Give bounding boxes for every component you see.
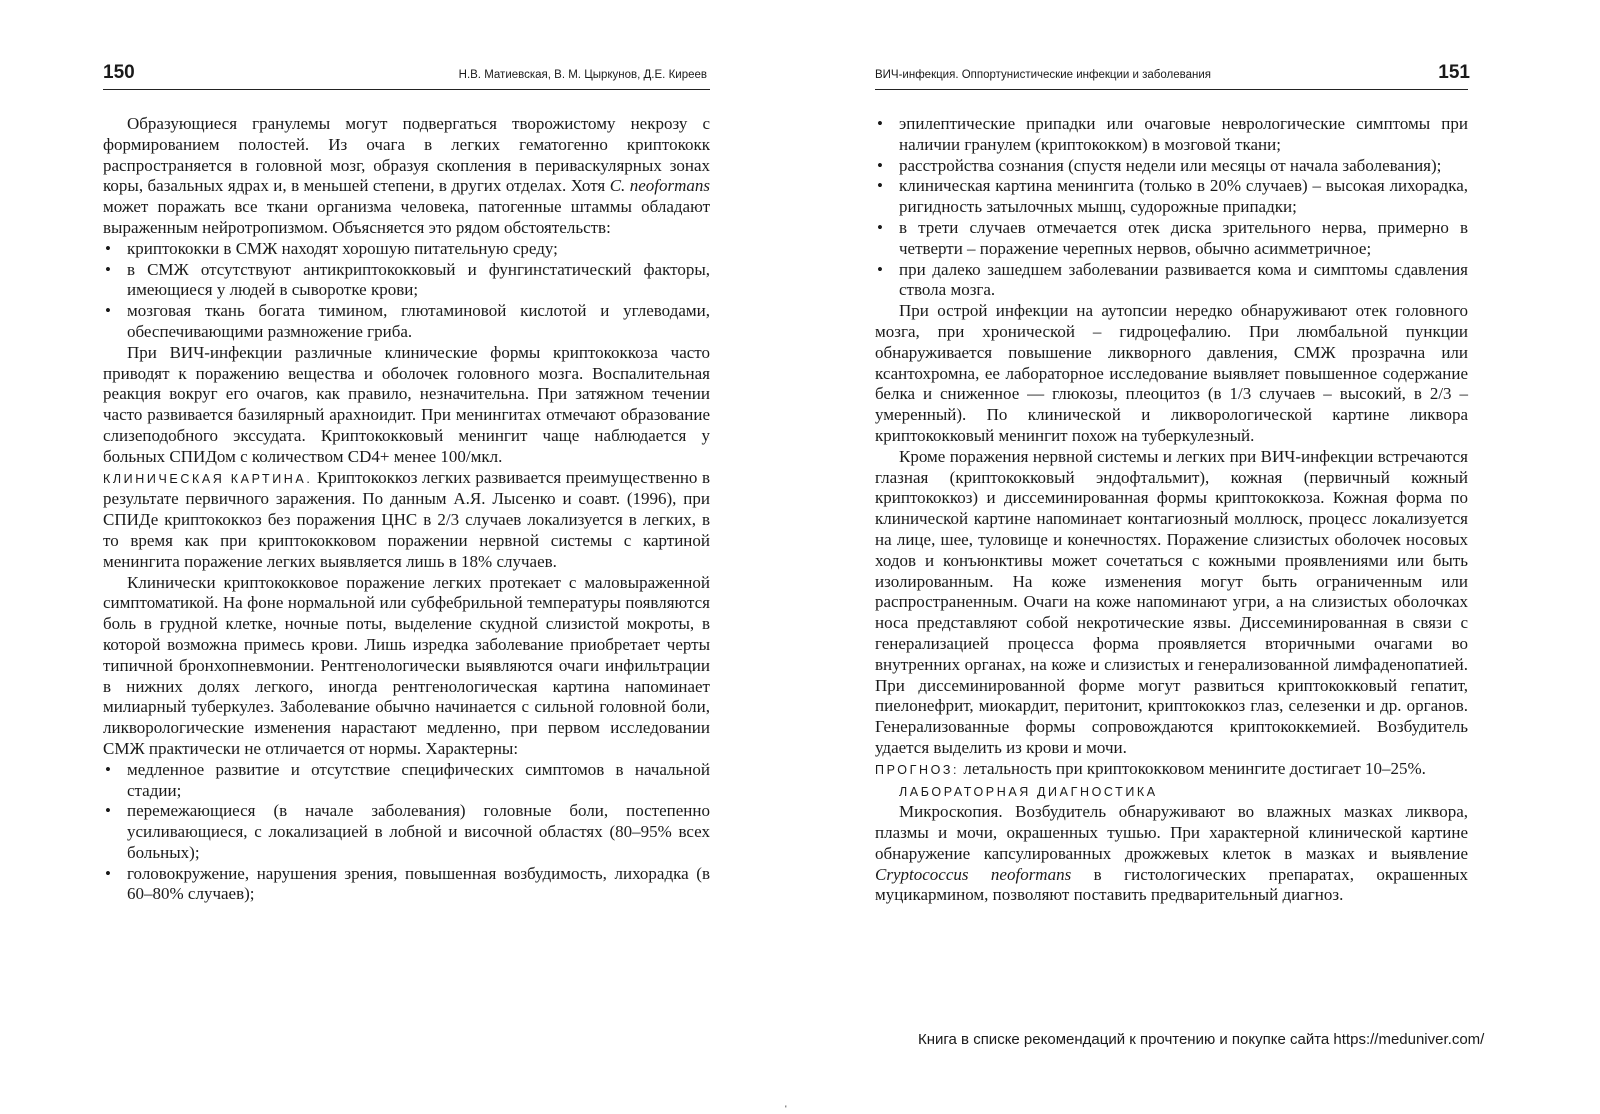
- paragraph: При ВИЧ-инфекции различные клинические формы криптококкоза часто приводят к поражению вещества и оболочек головного мозга. Воспалительная реакция вокруг его очагов, как правило, незначительна. При затяжном течении часто развивается базилярный арахноидит. При менингитах отмечают образование слизеподобного экссудата. Криптококковый менингит чаще наблюдается у больных СПИДом с количеством CD4+ менее 100/мкл.: [103, 342, 710, 466]
- list-item: • головокружение, нарушения зрения, повышенная возбудимость, лихорадка (в 60–80% случаев);: [105, 863, 710, 904]
- footer-note: Книга в списке рекомендаций к прочтению и покупке сайта https://meduniver.com/: [918, 1031, 1485, 1048]
- italic-species-name: Cryptococcus neoformans: [875, 864, 1072, 884]
- list-item: • перемежающиеся (в начале заболевания) головные боли, постепенно усиливающиеся, с локализацией в лобной и височной областях (80–95% всех больных);: [105, 801, 710, 862]
- header-rule: [103, 89, 710, 90]
- paragraph: Микроскопия. Возбудитель обнаруживают во влажных мазках ликвора, плазмы и мочи, окрашенных тушью. При характерной клинической картине обнаружение капсулированных дрожжевых клеток в мазках и выявление Cryptococcus neoformans в гистологических препаратах, окрашенных муцикармином, позволяют поставить предварительный диагноз.: [875, 802, 1468, 905]
- paragraph: При острой инфекции на аутопсии нередко обнаруживают отек головного мозга, при хронической – гидроцефалию. При люмбальной пункции обнаруживается повышение ликворного давления, СМЖ прозрачна или ксантохромна, ее лабораторное исследование выявляет повышенное содержание белка и сниженное — глюкозы, плеоцитоз (в 1/3 случаев – высокий, в 2/3 – умеренный). По клинической и ликворологической картине ликвора криптококковый менингит похож на туберкулезный.: [875, 301, 1468, 445]
- page-number: 150: [103, 62, 135, 83]
- list-item: • медленное развитие и отсутствие специфических симптомов в начальной стадии;: [105, 759, 710, 800]
- section-heading-prognosis: ПРОГНОЗ:: [875, 762, 960, 777]
- list-item: • расстройства сознания (спустя недели или месяцы от начала заболевания);: [877, 155, 1442, 175]
- list-item: • в трети случаев отмечается отек диска зрительного нерва, примерно в четверти – поражение черепных нервов, обычно асимметричное;: [877, 217, 1468, 258]
- paragraph: КЛИНИЧЕСКАЯ КАРТИНА. Криптококкоз легких развивается преимущественно в результате первичного заражения. По данным А.Я. Лысенко и соавт. (1996), при СПИДе криптококкоз без поражения ЦНС в 2/3 случаев локализуется в легких, в то время как при криптококковом поражении нервной системы с картиной менингита поражение легких выявляется лишь в 18% случаев.: [103, 467, 710, 571]
- paragraph: Образующиеся гранулемы могут подвергаться творожистому некрозу с формированием полостей. Из очага в легких гематогенно криптококк распространяется в головной мозг, образуя скопления в периваскулярных зонах коры, базальных ядрах и, в меньшей степени, в других отделах. Хотя C. neoformans может поражать все ткани организма человека, патогенные штаммы обладают выраженным нейротропизмом. Объясняется это рядом обстоятельств:: [103, 114, 710, 237]
- page-number: 151: [1438, 62, 1470, 83]
- left-page: [0, 0, 800, 1113]
- running-head-authors: Н.В. Матиевская, В. М. Цыркунов, Д.Е. Киреев: [458, 69, 707, 81]
- right-page-body: [875, 114, 1468, 906]
- paragraph: Клинически криптококковое поражение легких протекает с маловыраженной симптоматикой. На фоне нормальной или субфебрильной температуры появляются боль в грудной клетке, ночные поты, выделение скудной слизистой мокроты, в которой возможна примесь крови. Лишь изредка заболевание приобретает черты типичной бронхопневмонии. Рентгенологически выявляются очаги инфильтрации в нижних долях легкого, иногда рентгенологическая картина напоминает милиарный туберкулез. Заболевание обычно начинается с сильной головной боли, ликворологические изменения нарастают медленно, при первом исследовании СМЖ практически не отличается от нормы. Характерны:: [103, 572, 710, 758]
- list-item: • в СМЖ отсутствуют антикриптококковый и фунгинстатический факторы, имеющиеся у людей в сыворотке крови;: [105, 259, 710, 300]
- bullet-list: [103, 760, 710, 906]
- bullet-list: [875, 114, 1468, 301]
- paragraph: ПРОГНОЗ: летальность при криптококковом менингите достигает 10–25%.: [875, 758, 1426, 778]
- list-item: • при далеко зашедшем заболевании развивается кома и симптомы сдавления ствола мозга.: [877, 259, 1468, 300]
- header-rule: [875, 89, 1468, 90]
- running-head-chapter: ВИЧ-инфекция. Оппортунистические инфекции и заболевания: [875, 69, 1211, 81]
- italic-species-name: C. neoformans: [609, 176, 710, 196]
- list-item: • эпилептические припадки или очаговые неврологические симптомы при наличии гранулем (криптококком) в мозговой ткани;: [877, 114, 1468, 154]
- section-heading-lab: ЛАБОРАТОРНАЯ ДИАГНОСТИКА: [899, 784, 1158, 799]
- left-page-body: [103, 114, 710, 905]
- list-item: • клиническая картина менингита (только в 20% случаев) – высокая лихорадка, ригидность затылочных мышц, судорожные припадки;: [877, 176, 1468, 217]
- bullet-list: [103, 239, 710, 343]
- gutter-mark: ': [785, 1104, 787, 1114]
- list-item: • мозговая ткань богата тимином, глютаминовой кислотой и углеводами, обеспечивающими размножение гриба.: [105, 301, 710, 341]
- paragraph: Кроме поражения нервной системы и легких при ВИЧ-инфекции встречаются глазная (криптококковый эндофтальмит), кожная (первичный кожный криптококкоз) и диссеминированная формы криптококкоза. Кожная форма по клинической картине напоминает контагиозный моллюск, процесс локализуется на лице, шее, туловище и конечностях. Поражение слизистых оболочек носовых ходов и конъюнктивы может сочетаться с кожными проявлениями или быть изолированным. На коже изменения могут быть ограниченным или распространенным. Очаги на коже напоминают угри, а на слизистых оболочках носа представляют собой некротические язвы. Диссеминированная в связи с генерализацией процесса форма проявляется вторичными очагами во внутренних органах, на коже и слизистых и генерализованной лимфаденопатией. При диссеминированной форме могут развиться криптококковый гепатит, пиелонефрит, миокардит, перитонит, криптококкоз глаз, селезенки и др. органов. Генерализованные формы сопровождаются криптококкемией. Возбудитель удается выделить из крови и мочи.: [875, 446, 1468, 757]
- section-heading-clinical: КЛИНИЧЕСКАЯ КАРТИНА.: [103, 471, 313, 486]
- right-page: [800, 0, 1600, 1113]
- list-item: • криптококки в СМЖ находят хорошую питательную среду;: [105, 238, 558, 258]
